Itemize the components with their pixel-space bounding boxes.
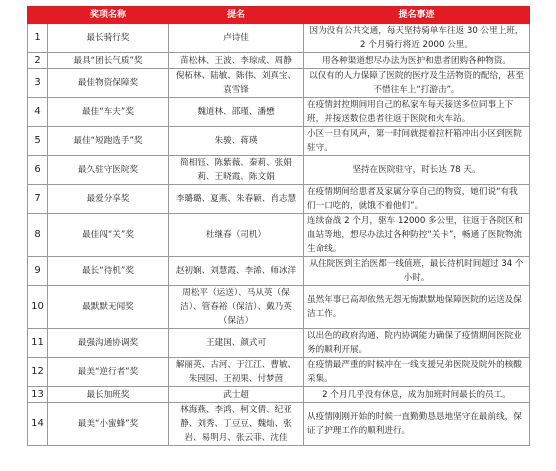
- table-row: [28, 98, 530, 127]
- award-name: 最强沟通协调奖: [48, 329, 169, 358]
- header-deed: 提名事迹: [304, 7, 530, 24]
- nomination-deed: 坚持在医院驻守，时长达 78 天。: [304, 156, 530, 185]
- nomination-deed: 连续奋战 2 个月，驱车 12000 多公里，往返于各院区和血站等地，想尽办法过各种防控“关卡”，畅通了医院物流生命线。: [304, 214, 530, 257]
- row-number: 1: [28, 24, 48, 53]
- header-number: [28, 7, 48, 24]
- table-row: [28, 257, 530, 286]
- row-number: 12: [28, 358, 48, 387]
- nominee-names: 倪柘林、陆敏、陈伟、刘真宝、袁雪锋: [169, 69, 304, 98]
- nomination-deed: 从住院医到主治医都一线值班，最长待机时间超过 34 个小时。: [304, 257, 530, 286]
- nominee-names: 林海燕、李鸿、柯文倩、纪亚静、刘秀、丁豆豆、魏灿、张岩、易明月、张云菲、沈佳: [169, 403, 304, 446]
- nominee-names: 朱骏、蒋瑛: [169, 127, 304, 156]
- table-body: [28, 24, 530, 446]
- header-nominee: 提名: [169, 7, 304, 24]
- nomination-deed: 因为没有公共交通，每天坚持骑单车往返 30 公里上班，2 个月骑行将近 2000 公里。: [304, 24, 530, 53]
- nomination-deed: 以出色的政府沟通、院内协调能力确保了疫情期间医院业务的顺利开展。: [304, 329, 530, 358]
- award-name: 最长骑行奖: [48, 24, 169, 53]
- award-name: 最佳闯“关”奖: [48, 214, 169, 257]
- table-row: [28, 69, 530, 98]
- nominee-names: 简相钰、陈紫薇、秦莉、张娟莉、王晓霞、陈文娟: [169, 156, 304, 185]
- nomination-deed: 小区一旦有风声，第一时间就提着拉杆箱冲出小区到医院驻守。: [304, 127, 530, 156]
- row-number: 10: [28, 286, 48, 329]
- nominee-names: 王建国、颜式可: [169, 329, 304, 358]
- nominee-names: 解丽英、古河、于江江、曹敏、朱园园、王初果、付梦茵: [169, 358, 304, 387]
- row-number: 6: [28, 156, 48, 185]
- award-name: 最长加班奖: [48, 387, 169, 403]
- row-number: 5: [28, 127, 48, 156]
- award-name: 最久驻守医院奖: [48, 156, 169, 185]
- row-number: 3: [28, 69, 48, 98]
- award-name: 最佳“短跑选手”奖: [48, 127, 169, 156]
- award-name: 最美“逆行者”奖: [48, 358, 169, 387]
- row-number: 14: [28, 403, 48, 446]
- nominee-names: 武士超: [169, 387, 304, 403]
- nominee-names: 赵初娴、刘慧霞、李浠、师冰洋: [169, 257, 304, 286]
- award-name: 最佳物资保障奖: [48, 69, 169, 98]
- nominee-names: 李璐璐、夏燕、朱春颖、肖志慧: [169, 185, 304, 214]
- table-row: [28, 286, 530, 329]
- row-number: 13: [28, 387, 48, 403]
- award-name: 最佳“车夫”奖: [48, 98, 169, 127]
- table-row: [28, 329, 530, 358]
- awards-table-container: [27, 6, 529, 446]
- table-row: [28, 156, 530, 185]
- table-header-row: [28, 7, 530, 24]
- row-number: 9: [28, 257, 48, 286]
- nominee-names: 苗松林、王波、李琼成、周静: [169, 53, 304, 69]
- nominee-names: 周松平（运送）、马从英（保洁）、管春裕（保洁）、戴乃英（保洁）: [169, 286, 304, 329]
- table-row: [28, 53, 530, 69]
- row-number: 7: [28, 185, 48, 214]
- award-name: 最默默无闻奖: [48, 286, 169, 329]
- nomination-deed: 虽然年事已高却依然无怨无悔默默地保障医院的运送及保洁工作。: [304, 286, 530, 329]
- row-number: 2: [28, 53, 48, 69]
- header-award-name: 奖项名称: [48, 7, 169, 24]
- table-row: [28, 358, 530, 387]
- nomination-deed: 以仅有的人力保障了医院的医疗及生活物资的配给，甚至不惜往车上“打游击”。: [304, 69, 530, 98]
- nomination-deed: 2 个月几乎没有休息，成为加班时间最长的员工。: [304, 387, 530, 403]
- row-number: 8: [28, 214, 48, 257]
- nomination-deed: 用各种渠道想尽办法为医护和患者团购各种物资。: [304, 53, 530, 69]
- award-name: 最爱分享奖: [48, 185, 169, 214]
- nomination-deed: 在疫情最严重的时候冲在一线支援兄弟医院及院外的核酸采集。: [304, 358, 530, 387]
- nominee-names: 魏道林、邵瑾、潘懋: [169, 98, 304, 127]
- nomination-deed: 从疫情刚刚开始的时候一直勤勤恳恳地坚守在最前线，保证了护理工作的顺利进行。: [304, 403, 530, 446]
- award-name: 最具“团长气质”奖: [48, 53, 169, 69]
- table-row: [28, 214, 530, 257]
- table-row: [28, 24, 530, 53]
- award-name: 最美“小蜜蜂”奖: [48, 403, 169, 446]
- row-number: 4: [28, 98, 48, 127]
- table-row: [28, 127, 530, 156]
- row-number: 11: [28, 329, 48, 358]
- award-name: 最长“待机”奖: [48, 257, 169, 286]
- table-row: [28, 185, 530, 214]
- nomination-deed: 在疫情封控期间用自己的私家车每天接送多位同事上下班，并接送数位患者往返于医院和火车站。: [304, 98, 530, 127]
- nominee-names: 杜继春（司机）: [169, 214, 304, 257]
- table-row: [28, 403, 530, 446]
- table-row: [28, 387, 530, 403]
- nominee-names: 卢诗佳: [169, 24, 304, 53]
- nomination-deed: 在疫情期间给患者及家属分享自己的物资，她们说“有我们一口吃的，就饿不着他们”。: [304, 185, 530, 214]
- awards-table: [27, 6, 530, 446]
